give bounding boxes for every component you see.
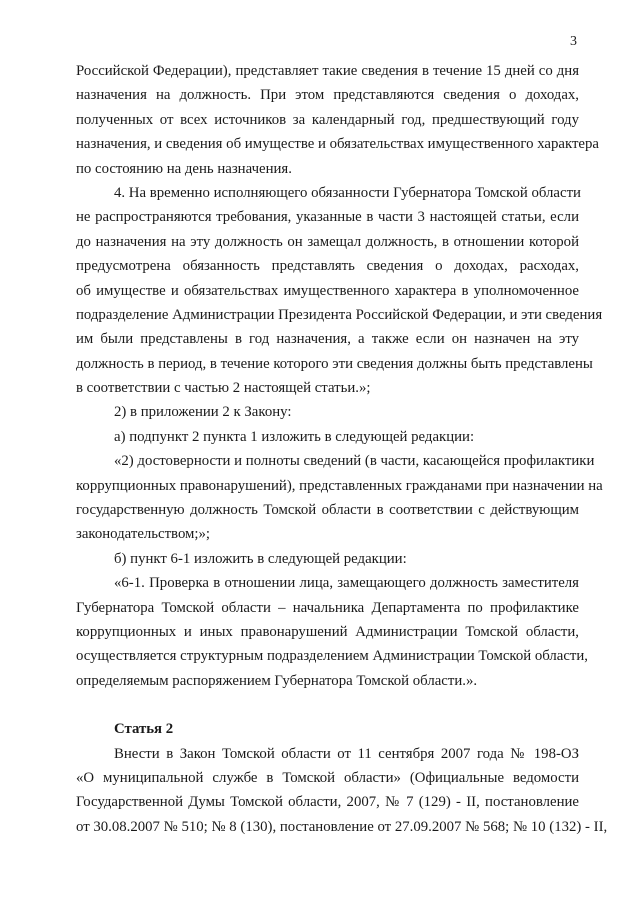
text-line: коррупционных правонарушений), представленных гражданами при назначении на bbox=[76, 477, 603, 494]
article-heading: Статья 2 bbox=[114, 721, 174, 738]
paragraph bbox=[76, 425, 579, 449]
text-line: предусмотрена обязанность представлять сведения о доходах, расходах, bbox=[76, 258, 579, 275]
text-line: должность в период, в течение которого эти сведения должны быть представлены bbox=[76, 355, 593, 372]
text-line: Внести в Закон Томской области от 11 сентября 2007 года № 198-ОЗ bbox=[114, 745, 579, 762]
text-line: в соответствии с частью 2 настоящей статьи.»; bbox=[76, 380, 371, 397]
text-line: «О муниципальной службе в Томской области» (Официальные ведомости bbox=[76, 769, 579, 786]
text-line: до назначения на эту должность он замещал должность, в отношении которой bbox=[76, 233, 579, 250]
text-line: им были представлены в год назначения, а также если он назначен на эту bbox=[76, 331, 579, 348]
text-line: Губернатора Томской области – начальника Департамента по профилактике bbox=[76, 599, 579, 616]
text-line: «6-1. Проверка в отношении лица, замещающего должность заместителя bbox=[114, 575, 579, 592]
text-line: Российской Федерации), представляет такие сведения в течение 15 дней со дня bbox=[76, 63, 579, 79]
page-number: 3 bbox=[570, 34, 577, 49]
text-line: «2) достоверности и полноты сведений (в части, касающейся профилактики bbox=[114, 453, 595, 470]
article-text bbox=[76, 742, 608, 840]
text-line: от 30.08.2007 № 510; № 8 (130), постановление от 27.09.2007 № 568; № 10 (132) - II, bbox=[76, 818, 608, 835]
paragraph bbox=[76, 59, 599, 181]
text-line: а) подпункт 2 пункта 1 изложить в следующей редакции: bbox=[114, 428, 475, 445]
text-line: 2) в приложении 2 к Закону: bbox=[114, 404, 292, 421]
text-line: определяемым распоряжением Губернатора Томской области.». bbox=[76, 672, 478, 689]
text-line: полученных от всех источников за календарный год, предшествующий году bbox=[76, 111, 579, 128]
text-line: подразделение Администрации Президента Российской Федерации, и эти сведения bbox=[76, 306, 603, 323]
document-body bbox=[76, 59, 608, 839]
paragraph bbox=[76, 400, 579, 424]
paragraph bbox=[76, 571, 589, 693]
text-line: по состоянию на день назначения. bbox=[76, 160, 292, 177]
text-line: государственную должность Томской области в соответствии с действующим bbox=[76, 502, 579, 519]
text-line: назначения, и сведения об имуществе и обязательствах имущественного характера bbox=[76, 136, 599, 153]
text-line: назначения на должность. При этом представляются сведения о доходах, bbox=[76, 87, 579, 104]
text-line: б) пункт 6-1 изложить в следующей редакции: bbox=[114, 550, 407, 567]
paragraph bbox=[76, 449, 603, 547]
text-line: об имуществе и обязательствах имущественного характера в уполномоченное bbox=[76, 282, 579, 299]
paragraph bbox=[76, 547, 579, 571]
text-line: коррупционных и иных правонарушений Администрации Томской области, bbox=[76, 623, 579, 640]
text-line: 4. На временно исполняющего обязанности Губернатора Томской области bbox=[114, 184, 581, 201]
article-section bbox=[76, 717, 608, 839]
text-line: не распространяются требования, указанные в части 3 настоящей статьи, если bbox=[76, 209, 579, 226]
text-line: законодательством;»; bbox=[76, 526, 211, 543]
text-line: осуществляется структурным подразделением Администрации Томской области, bbox=[76, 648, 589, 665]
paragraph bbox=[76, 181, 603, 401]
text-blocks bbox=[76, 59, 603, 693]
text-line: Государственной Думы Томской области, 2007, № 7 (129) - II, постановление bbox=[76, 794, 579, 811]
